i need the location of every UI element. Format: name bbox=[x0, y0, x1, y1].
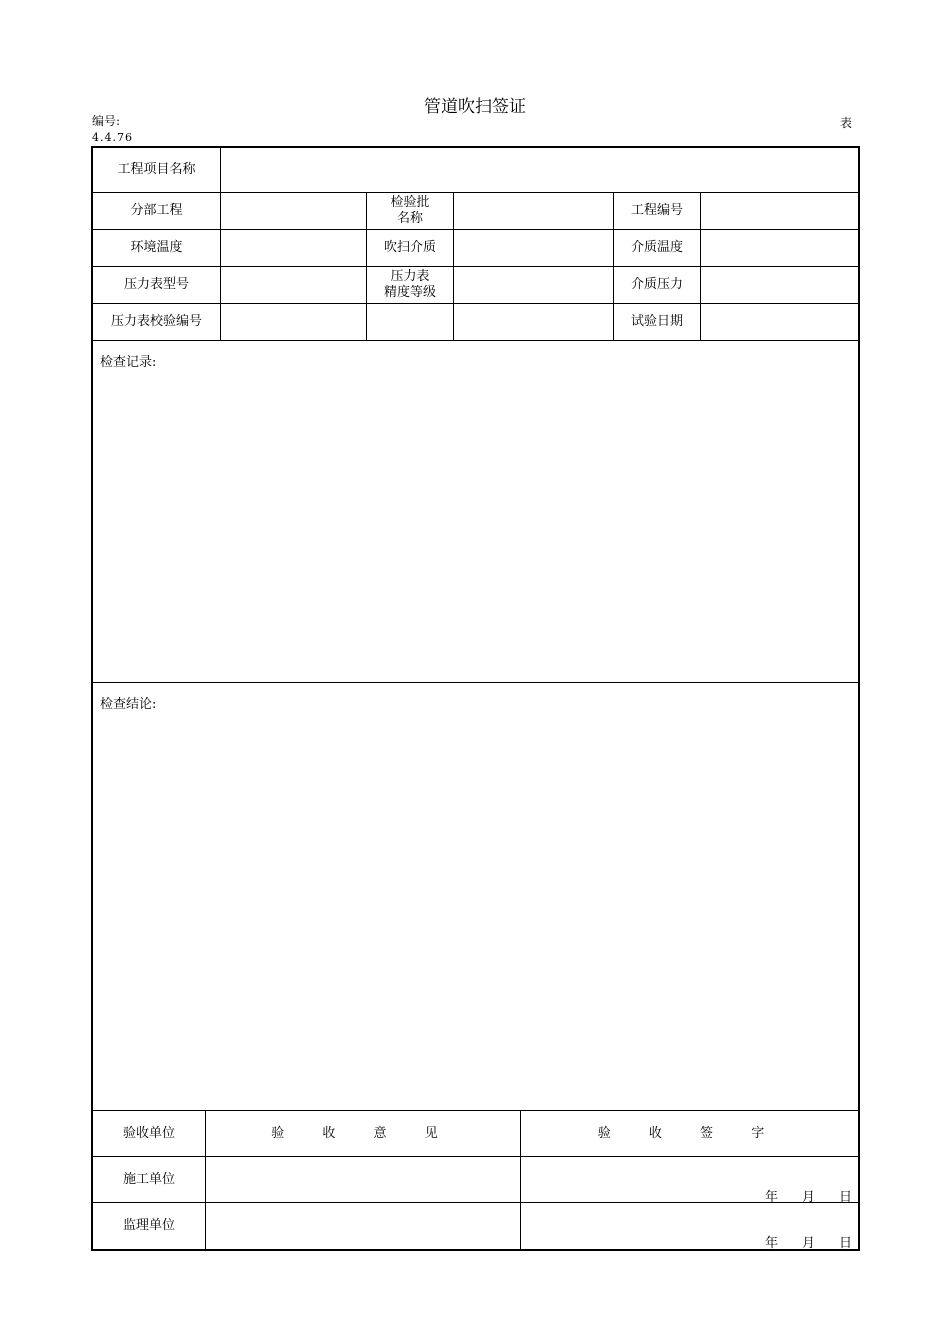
month-label: 月 bbox=[802, 1190, 816, 1205]
batch-name-label-line1: 检验批 bbox=[390, 195, 430, 210]
acceptance-opinion-header bbox=[206, 1111, 520, 1156]
inspection-record-label: 检查记录: bbox=[100, 355, 157, 370]
gauge-grade-label bbox=[367, 267, 453, 303]
test-date-label: 试验日期 bbox=[630, 314, 683, 329]
inspection-record-area[interactable] bbox=[93, 373, 858, 678]
gauge-grade-label-line2: 精度等级 bbox=[383, 285, 436, 300]
supervision-date bbox=[765, 1232, 852, 1251]
env-temp-label: 环境温度 bbox=[130, 240, 183, 255]
supervision-unit-label: 监理单位 bbox=[122, 1218, 175, 1233]
purge-medium-field[interactable] bbox=[454, 230, 613, 266]
form-table bbox=[91, 146, 860, 1251]
gauge-calib-field-3[interactable] bbox=[454, 304, 613, 340]
construction-opinion-field[interactable] bbox=[206, 1157, 520, 1202]
medium-pressure-field[interactable] bbox=[701, 267, 858, 303]
purge-medium-label: 吹扫介质 bbox=[383, 240, 436, 255]
supervision-opinion-field[interactable] bbox=[206, 1203, 520, 1249]
acceptance-unit-header: 验收单位 bbox=[122, 1125, 175, 1141]
page-title: 管道吹扫签证 bbox=[424, 97, 526, 117]
inspection-conclusion-label: 检查结论: bbox=[100, 697, 157, 712]
inspection-conclusion-area[interactable] bbox=[93, 715, 858, 1105]
gauge-calib-field-2[interactable] bbox=[367, 304, 453, 340]
acceptance-signature-text: 验 收 签 字 bbox=[597, 1125, 782, 1141]
table-word: 表 bbox=[839, 116, 852, 130]
project-no-field[interactable] bbox=[701, 193, 858, 229]
year-label: 年 bbox=[765, 1190, 779, 1205]
gauge-model-label: 压力表型号 bbox=[123, 277, 189, 292]
form-number-label: 编号: bbox=[92, 114, 121, 128]
test-date-field[interactable] bbox=[701, 304, 858, 340]
medium-pressure-label: 介质压力 bbox=[630, 277, 683, 292]
row-divider bbox=[93, 340, 858, 341]
gauge-grade-label-line1: 压力表 bbox=[390, 269, 430, 284]
batch-name-label bbox=[367, 193, 453, 229]
gauge-calib-label: 压力表校验编号 bbox=[110, 314, 202, 329]
env-temp-field[interactable] bbox=[221, 230, 366, 266]
division-field[interactable] bbox=[221, 193, 366, 229]
acceptance-signature-header bbox=[521, 1111, 858, 1156]
medium-temp-label: 介质温度 bbox=[630, 240, 683, 255]
medium-temp-field[interactable] bbox=[701, 230, 858, 266]
construction-unit-label: 施工单位 bbox=[122, 1171, 175, 1187]
gauge-model-field[interactable] bbox=[221, 267, 366, 303]
batch-name-label-line2: 名称 bbox=[396, 211, 423, 226]
year-label: 年 bbox=[765, 1236, 779, 1251]
gauge-calib-field[interactable] bbox=[221, 304, 366, 340]
month-label: 月 bbox=[802, 1236, 816, 1251]
project-name-field[interactable] bbox=[221, 148, 858, 192]
row-divider bbox=[93, 682, 858, 683]
day-label: 日 bbox=[839, 1190, 853, 1205]
division-label: 分部工程 bbox=[130, 203, 183, 218]
project-name-label: 工程项目名称 bbox=[117, 162, 196, 177]
project-no-label: 工程编号 bbox=[630, 203, 683, 218]
acceptance-opinion-text: 验 收 意 见 bbox=[271, 1125, 455, 1141]
batch-name-field[interactable] bbox=[454, 193, 613, 229]
gauge-grade-field[interactable] bbox=[454, 267, 613, 303]
day-label: 日 bbox=[839, 1236, 853, 1251]
table-reference: 4.4.76 bbox=[92, 131, 133, 144]
